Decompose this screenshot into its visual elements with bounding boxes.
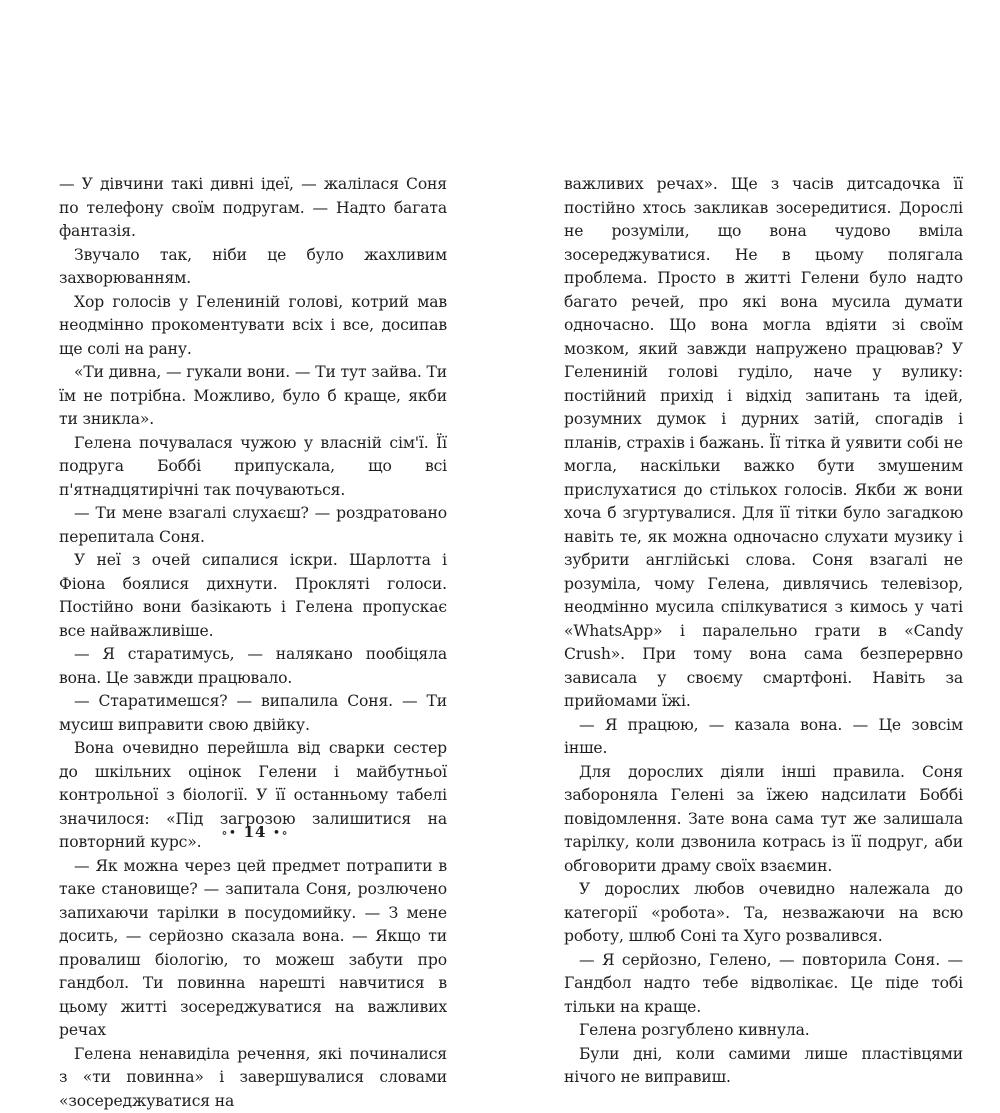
page-number-value: 14 <box>244 823 267 841</box>
paragraph: — У дівчини такі дивні ідеї, — жалілася Соня по телефону своїм подругам. — Надто багата фантазія. <box>59 173 447 244</box>
paragraph: — Я старатимусь, — налякано пообіцяла вона. Це завжди працювало. <box>59 643 447 690</box>
paragraph: — Я серйозно, Гелено, — повторила Соня. — Гандбол надто тебе відволікає. Це піде тобі тільки на краще. <box>564 949 963 1020</box>
paragraph: Гелена почувалася чужою у власній сім'ї. Її подруга Боббі припускала, що всі п'ятнадцятирічні так почуваються. <box>59 432 447 503</box>
folio-ornament-right: •∘ <box>273 826 289 841</box>
paragraph: важливих речах». Ще з часів дитсадочка її постійно хтось закликав зосередитися. Дорослі не розуміли, що вона чудово вміла зосереджуватися. Не в цьому полягала проблема. Просто в житті Гелени було надто багато речей, про які вона мусила думати одночасно. Що вона могла вдіяти зі своїм мозком, який завжди напружено працював? У Гелениній голові гуділо, наче у вулику: постійний прихід і відхід запитань та ідей, розумних думок і дурних затій, спогадів і планів, страхів і бажань. Її тітка й уявити собі не могла, наскільки важко бути змушеним прислухатися до стількох голосів. Якби ж вони хоча б згуртувалися. Для її тітки було загадкою навіть те, як можна одночасно слухати музику і зубрити англійські слова. Соня взагалі не розуміла, чому Гелена, дивлячись телевізор, неодмінно мусила спілкуватися з кимось у чаті «WhatsApp» і паралельно грати в «Candy Crush». При тому вона сама безперервно зависала у своєму смартфоні. Навіть за прийомами їжі. <box>564 173 963 714</box>
paragraph: У неї з очей сипалися іскри. Шарлотта і Фіона боялися дихнути. Прокляті голоси. Постійно вони базікають і Гелена пропускає все найважливіше. <box>59 549 447 643</box>
paragraph: Хор голосів у Гелениній голові, котрий мав неодмінно прокоментувати всіх і все, досипав ще солі на рану. <box>59 291 447 362</box>
paragraph: — Ти мене взагалі слухаєш? — роздратовано перепитала Соня. <box>59 502 447 549</box>
paragraph: Вона очевидно перейшла від сварки сестер до шкільних оцінок Гелени і майбутньої контрольної з біології. У її останньому табелі значилося: «Під загрозою залишитися на повторний курс». <box>59 737 447 855</box>
paragraph: — Старатимешся? — випалила Соня. — Ти мусиш виправити свою двійку. <box>59 690 447 737</box>
left-page-text <box>59 173 447 1113</box>
paragraph: — Як можна через цей предмет потрапити в таке становище? — запитала Соня, розлючено запихаючи тарілки в посудомийку. — З мене досить, — серйозно сказала вона. — Якщо ти провалиш біологію, то можеш забути про гандбол. Ти повинна нарешті навчитися в цьому житті зосереджуватися на важливих речах <box>59 855 447 1043</box>
paragraph: Гелена розгублено кивнула. <box>564 1019 963 1043</box>
page-number <box>210 823 300 841</box>
paragraph: Гелена ненавиділа речення, які починалися з «ти повинна» і завершувалися словами «зосереджуватися на <box>59 1043 447 1113</box>
paragraph: «Ти дивна, — гукали вони. — Ти тут зайва. Ти їм не потрібна. Можливо, було б краще, якби ти зникла». <box>59 361 447 432</box>
folio-ornament-left: ∘• <box>221 826 237 841</box>
paragraph: У дорослих любов очевидно належала до категорії «робота». Та, незважаючи на всю роботу, шлюб Соні та Хуго розвалився. <box>564 878 963 949</box>
paragraph: Звучало так, ніби це було жахливим захворюванням. <box>59 244 447 291</box>
paragraph: Для дорослих діяли інші правила. Соня забороняла Гелені за їжею надсилати Боббі повідомлення. Зате вона сама тут же залишала тарілку, коли дзвонила котрась із її подруг, аби обговорити драму своїх взаємин. <box>564 761 963 879</box>
right-page-text <box>564 173 963 1090</box>
paragraph: — Я працюю, — казала вона. — Це зовсім інше. <box>564 714 963 761</box>
paragraph: Були дні, коли самими лише пластівцями нічого не виправиш. <box>564 1043 963 1090</box>
